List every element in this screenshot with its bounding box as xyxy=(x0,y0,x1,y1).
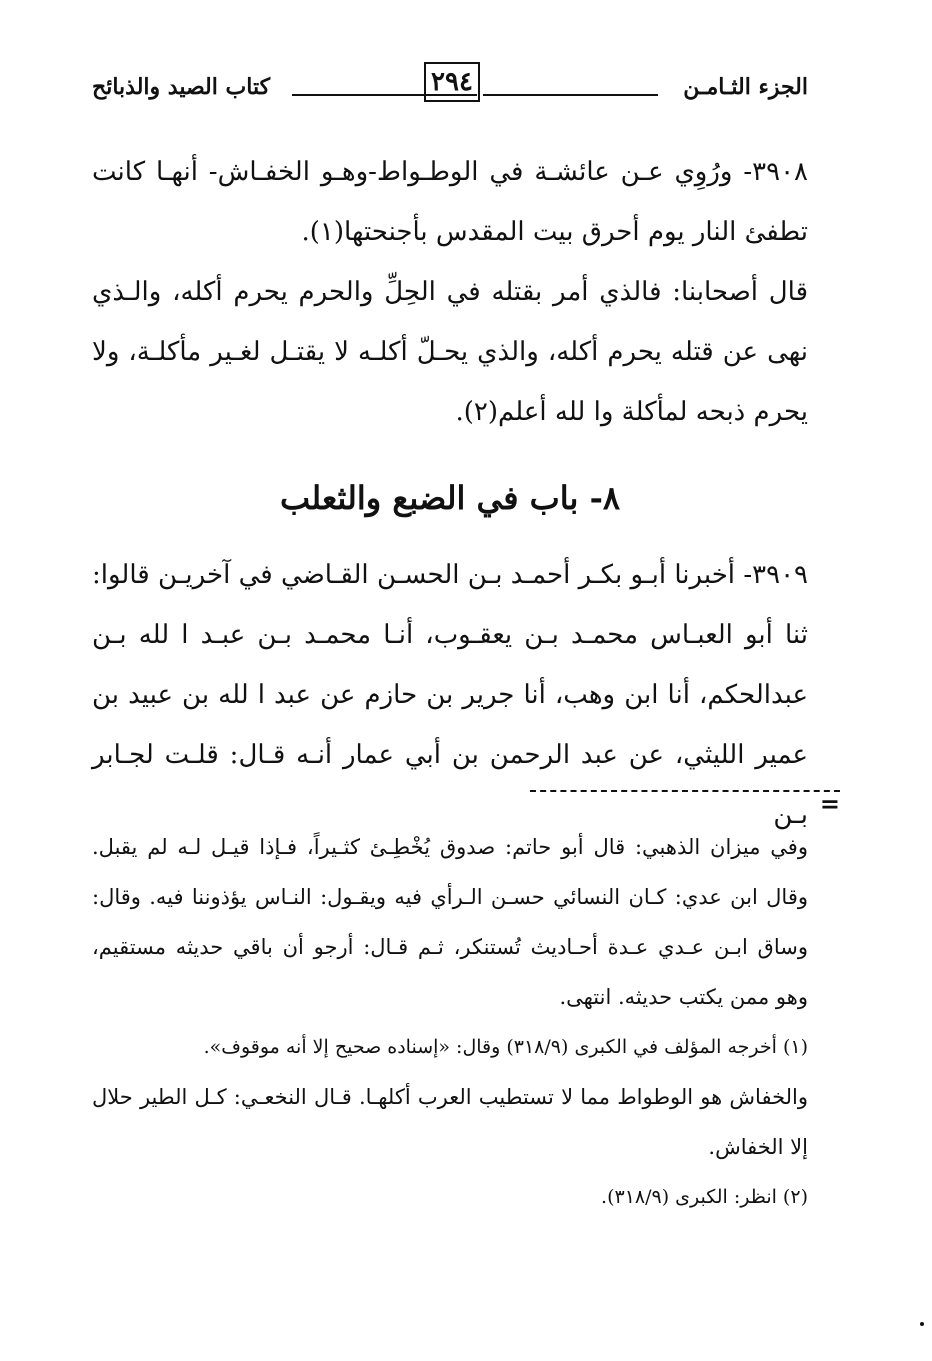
commentary-paragraph: قال أصحابنا: فالذي أمر بقتله في الحِلِّ والحرم يحرم أكله، والـذي نهى عن قتله يحرم أكله، والذي يحـلّ أكلـه لا يقتـل لغـير مأكلـة، ولا يحرم ذبحه لمأكلة وا لله أعلم(٢). xyxy=(92,277,808,427)
footnote-2: (٢) انظر: الكبرى (٣١٨/٩). xyxy=(601,1186,808,1208)
page-speck xyxy=(920,1322,924,1326)
page-number: ٢٩٤ xyxy=(424,62,480,102)
footnotes xyxy=(92,822,808,1222)
footnote-continued: وفي ميزان الذهبي: قال أبو حاتم: صدوق يُخْطِـئ كثـيراً، فـإذا قيـل لـه لم يقبل. وقال ابن عدي: كـان النسائي حسـن الـرأي فيه ويقـول: النـاس يؤذوننا فيه. وقال: وساق ابـن عـدي عـدة أحـاديث تُستنكر، ثـم قـال: أرجو أن باقي حديثه مستقيم، وهو ممن يكتب حديثه. انتهى. xyxy=(92,835,808,1009)
header-rule-right xyxy=(483,94,658,96)
header-rule-left xyxy=(292,94,477,96)
volume-label: الجزء الثـامـن xyxy=(683,74,808,100)
hadith-3908-paragraph: ٣٩٠٨- ورُوِي عـن عائشـة في الوطـواط-وهـو الخفـاش- أنهـا كانت تطفئ النار يوم أحرق بيت المقدس بأجنحتها(١). xyxy=(92,157,808,247)
footnote-separator xyxy=(530,790,840,792)
continuation-mark: = xyxy=(819,789,840,818)
footnote-1: (١) أخرجه المؤلف في الكبرى (٣١٨/٩) وقال: «إسناده صحيح إلا أنه موقوف». xyxy=(203,1036,808,1058)
hadith-3909-paragraph: ٣٩٠٩- أخبرنا أبـو بكـر أحمـد بـن الحسـن القـاضي في آخريـن قالوا: ثنا أبو العبـاس محمـد بـن يعقـوب، أنـا محمـد بـن عبـد ا لله بـن عبدالحكم، أنا ابن وهب، أنا جرير بن حازم عن عبد ا لله بن عبيد بن عمير الليثي، عن عبد الرحمن بن أبي عمار أنـه قـال: قلـت لجـابر بـن xyxy=(92,560,808,830)
footnote-1-continued: والخفاش هو الوطواط مما لا تستطيب العرب أكلهـا. قـال النخعـي: كـل الطير حلال إلا الخفاش. xyxy=(92,1085,808,1159)
chapter-title: ٨- باب في الضبع والثعلب xyxy=(279,479,621,517)
running-header xyxy=(92,60,808,118)
book-title: كتاب الصيد والذبائح xyxy=(92,74,271,100)
